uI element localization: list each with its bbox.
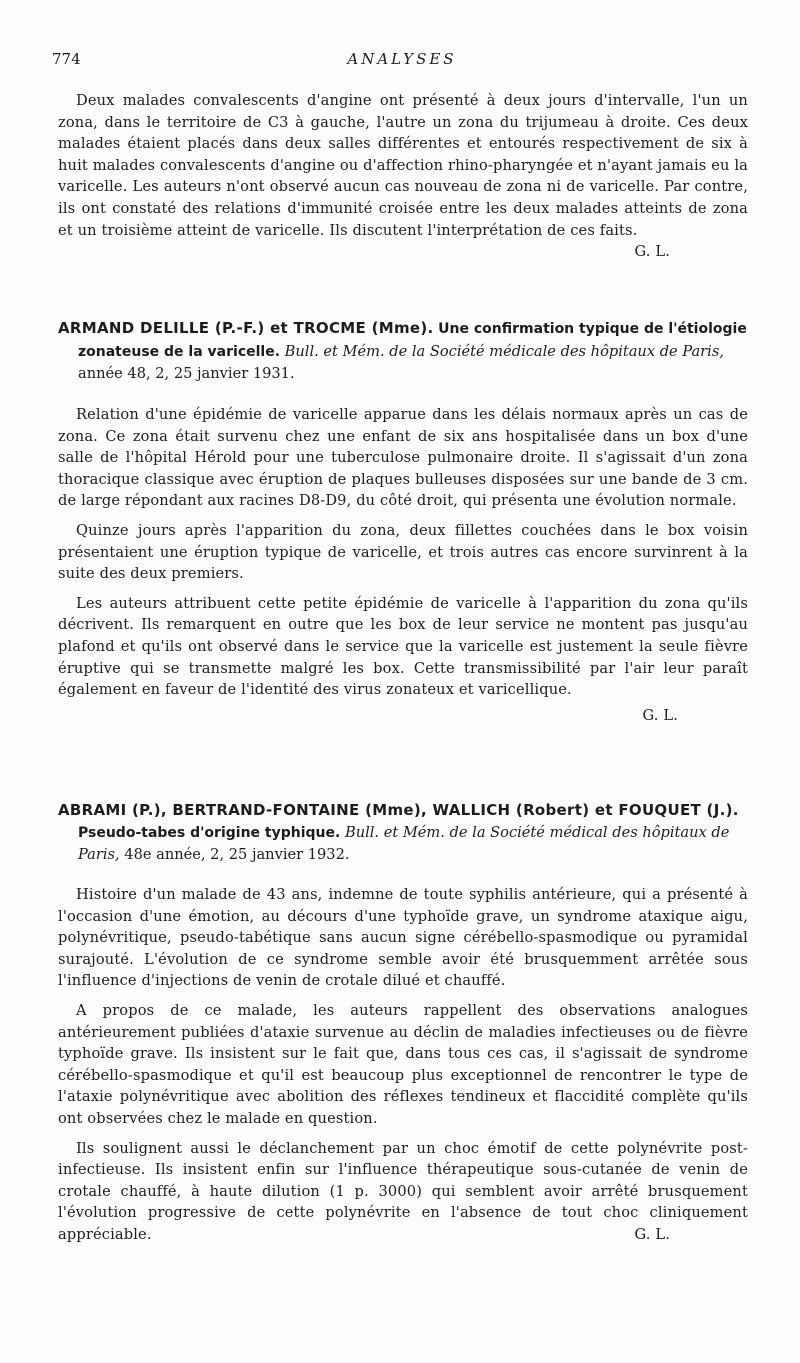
entry-1-paragraph-1: Relation d'une épidémie de varicelle apparue dans les délais normaux après un cas de zona. Ce zona était survenu chez une enfant de six ans hospitalisée dans un box d'une salle de l'hôpital Hérold pour une tuberculose pulmonaire droite. Il s'agissait d'un zona thoracique classique avec éruption de plaques bulleuses disposées sur une bande de 3 cm. de large répondant aux racines D8-D9, du côté droit, qui présenta une évolution normale. [58, 406, 748, 510]
entry-1-signature: G. L. [642, 706, 678, 724]
entry-2-paragraph-1: Histoire d'un malade de 43 ans, indemne de toute syphilis antérieure, qui a présenté à l'occasion d'une émotion, au décours d'une typhoïde grave, un syndrome ataxique aigu, polynévritique, pseudo-tabétique sans aucun signe cérébello-spasmodique ou pyramidal surajouté. L'évolution de ce syndrome semble avoir été brusquemment arrêtée sous l'influence d'injections de venin de crotale dilué et chauffé. [58, 886, 748, 990]
entry-1-citation: année 48, 2, 25 janvier 1931. [78, 365, 295, 383]
page-number: 774 [52, 50, 81, 68]
entry-2-paragraph-3 [58, 1138, 748, 1246]
entry-1-authors: ARMAND DELILLE (P.-F.) et TROCME (Mme). [58, 319, 434, 337]
entry-2-authors: ABRAMI (P.), BERTRAND-FONTAINE (Mme), WALLICH (Robert) et FOUQUET (J.). [58, 801, 739, 819]
intro-text: Deux malades convalescents d'angine ont présenté à deux jours d'intervalle, l'un un zona, dans le territoire de C3 à gauche, l'autre un zona du trijumeau à droite. Ces deux malades étaient placés dans deux salles différentes et entourés respectivement de six à huit malades convalescents d'angine ou d'affection rhino-pharyngée et n'ayant jamais eu la varicelle. Les auteurs n'ont observé aucun cas nouveau de zona ni de varicelle. Par contre, ils ont constaté des relations d'immunité croisée entre les deux malades atteints de zona et un troisième atteint de varicelle. Ils discutent l'interprétation de ces faits. [58, 92, 748, 239]
intro-signature: G. L. [634, 243, 670, 261]
intro-block [58, 90, 748, 263]
entry-1-heading [58, 318, 748, 385]
entry-2-body [58, 884, 748, 1254]
entry-1-title: Une confirmation typique de l'étiologie zonateuse de la varicelle. [78, 321, 747, 360]
entry-1-journal: Bull. et Mém. de la Société médicale des hôpitaux de Paris, [284, 342, 724, 360]
intro-paragraph [58, 90, 748, 261]
entry-1-body [58, 404, 748, 726]
running-head [52, 50, 752, 74]
entry-2-signature: G. L. [634, 1225, 670, 1243]
entry-2-paragraph-3-text: Ils soulignent aussi le déclanchement par un choc émotif de cette polynévrite post-infectieuse. Ils insistent enfin sur l'influence thérapeutique sous-cutanée de venin de crotale chauffé, à haute dilution (1 p. 3000) qui semblent avoir arrêté brusquement l'évolution progressive de cette polynévrite en l'absence de tout choc cliniquement appréciable. [58, 1139, 748, 1243]
running-title: ANALYSES [347, 50, 457, 68]
entry-2-title: Pseudo-tabes d'origine typhique. [78, 824, 341, 841]
entry-2-paragraph-2: A propos de ce malade, les auteurs rappellent des observations analogues antérieurement publiées d'ataxie survenue au déclin de maladies infectieuses ou de fièvre typhoïde grave. Ils insistent sur le fait que, dans tous ces cas, il s'agissait de syndrome cérébello-spasmodique et qu'il est beaucoup plus exceptionnel de rencontrer le type de l'ataxie polynévritique avec abolition des réflexes tendineux et flaccidité complète qu'ils ont observées chez le malade en question. [58, 1001, 748, 1127]
entry-1-paragraph-3: Les auteurs attribuent cette petite épidémie de varicelle à l'apparition du zona qu'ils décrivent. Ils remarquent en outre que les box de leur service ne montent pas jusqu'au plafond et qu'ils ont observé dans le service que la varicelle est justement la seule fièvre éruptive qui se transmette malgré les box. Cette transmissibilité par l'air leur paraît également en faveur de l'identité des virus zonateux et varicellique. [58, 594, 748, 699]
entry-2-citation: 48e année, 2, 25 janvier 1932. [124, 846, 350, 864]
entry-2-journal: Bull. et Mém. de la Société médical des hôpitaux de Paris, [78, 823, 730, 864]
entry-2-heading [58, 800, 748, 866]
entry-1-paragraph-2: Quinze jours après l'apparition du zona, deux fillettes couchées dans le box voisin présentaient une éruption typique de varicelle, et trois autres cas encore survinrent à la suite des deux premiers. [58, 521, 748, 583]
